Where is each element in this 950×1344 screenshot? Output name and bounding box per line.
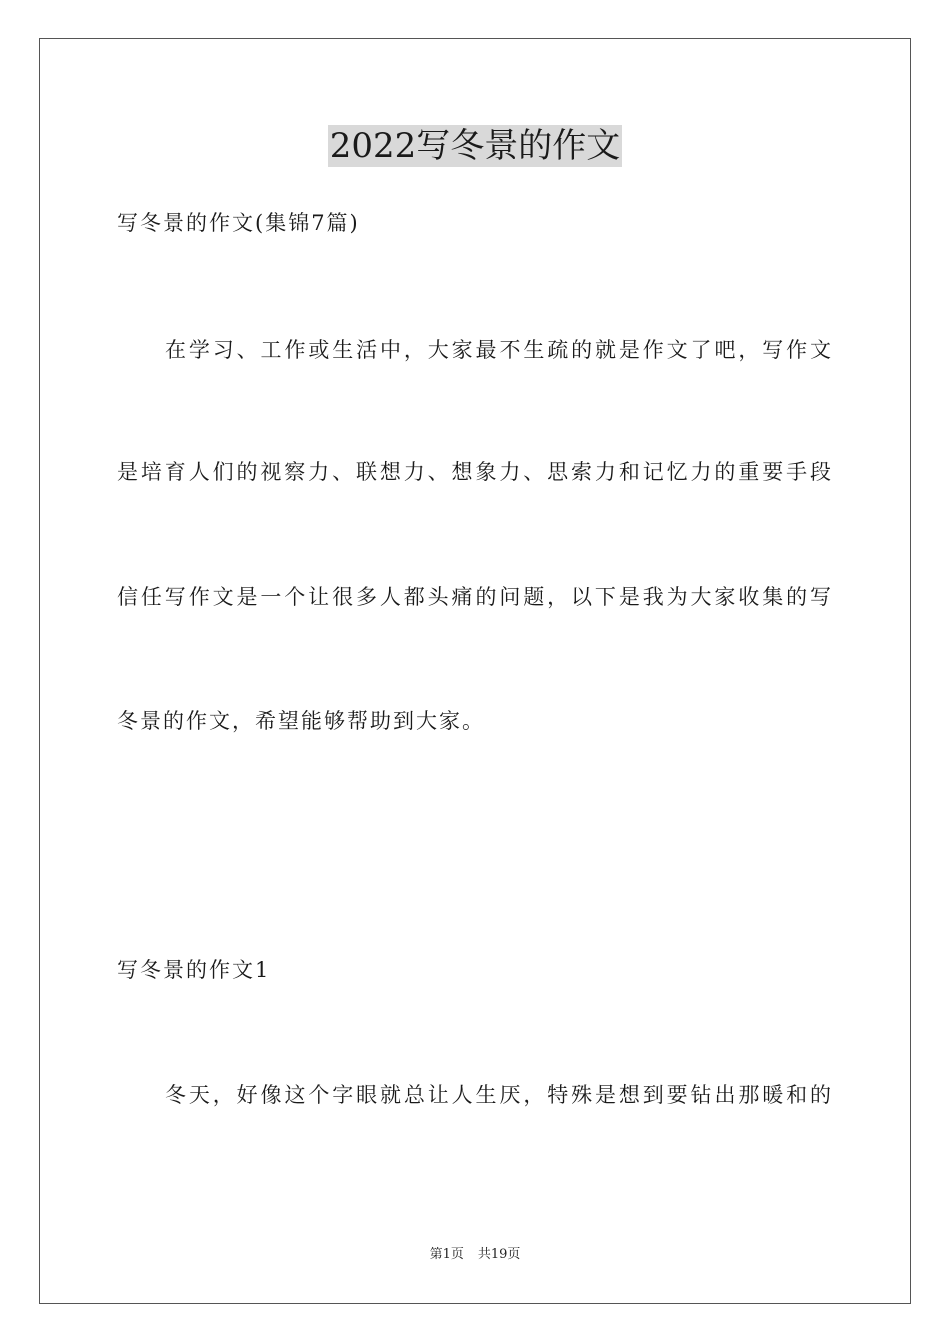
section-heading: 写冬景的作文1: [117, 958, 271, 982]
page-number: 第1页: [429, 1247, 464, 1262]
page-total: 共19页: [477, 1247, 521, 1262]
intro-line: 信任写作文是一个让很多人都头痛的问题，以下是我为大家收集的写: [117, 585, 833, 609]
document-title: 2022写冬景的作文: [329, 126, 621, 166]
section-line: 冬天，好像这个字眼就总让人生厌，特殊是想到要钻出那暖和的: [165, 1083, 833, 1107]
intro-line: 是培育人们的视察力、联想力、想象力、思索力和记忆力的重要手段: [117, 460, 833, 484]
title-container: [0, 125, 950, 167]
intro-line: 在学习、工作或生活中，大家最不生疏的就是作文了吧，写作文: [165, 338, 833, 362]
page-footer: [0, 1246, 950, 1264]
intro-line: 冬景的作文，希望能够帮助到大家。: [117, 709, 485, 733]
document-subtitle: 写冬景的作文(集锦7篇): [117, 211, 360, 235]
